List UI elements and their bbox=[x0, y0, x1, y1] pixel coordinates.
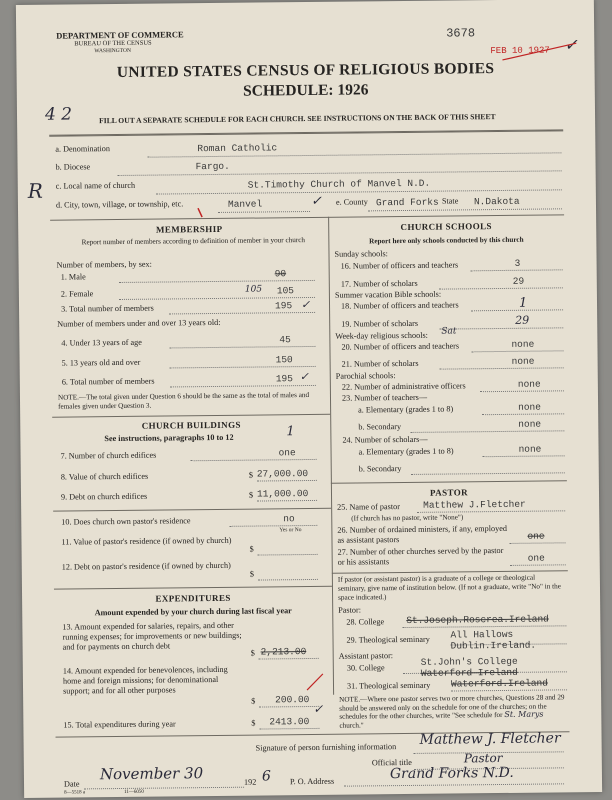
pastor-college-value[interactable]: St.Joseph.Roscrea.Ireland bbox=[406, 613, 549, 626]
date-label: Date bbox=[63, 779, 80, 789]
church-debt-value[interactable]: 11,000.00 bbox=[256, 488, 309, 500]
red-tick-city: ✓ bbox=[310, 193, 322, 209]
city-town-label: d. City, town, village, or township, etc. bbox=[55, 199, 184, 210]
male-value[interactable]: 90 bbox=[274, 268, 287, 280]
church-schools-sub: Report here only schools conducted by this church bbox=[369, 235, 524, 246]
red-tick-total-age: ✓ bbox=[299, 369, 310, 384]
owns-residence-value[interactable]: no bbox=[283, 513, 295, 525]
state-label: State bbox=[441, 196, 459, 206]
yes-or-no-hint: Yes or No bbox=[279, 527, 302, 534]
church-edifices-value-value[interactable]: 27,000.00 bbox=[256, 468, 309, 480]
church-edifices-count-value[interactable]: one bbox=[278, 447, 296, 459]
church-schools-heading: CHURCH SCHOOLS bbox=[400, 221, 492, 233]
membership-note: NOTE.—The total given under Question 6 should be the same as the total of males and females given under Question 3. bbox=[57, 390, 310, 411]
expenditures-sub: Amount expended by your church during last fiscal year bbox=[94, 606, 292, 618]
church-edifices-count-label: 7. Number of church edifices bbox=[60, 450, 157, 461]
church-edifices-value-label: 8. Value of church edifices bbox=[60, 471, 149, 482]
year-prefix: 192 bbox=[243, 777, 257, 787]
weekday-schools-label: Week-day religious schools: bbox=[335, 330, 428, 341]
dollar-sign-running: $ bbox=[250, 648, 255, 658]
assistant-college-label: 30. College bbox=[346, 663, 385, 673]
census-schedule-sheet bbox=[16, 0, 602, 798]
admin-officers-value[interactable]: none bbox=[517, 378, 541, 390]
summer-scholars-label: 19. Number of scholars bbox=[341, 318, 419, 329]
owns-residence-label: 10. Does church own pastor's residence bbox=[61, 516, 191, 527]
assistant-pastor-sub-label: Assistant pastor: bbox=[338, 651, 394, 661]
buildings-instruction: See instructions, paragraphs 10 to 12 bbox=[104, 432, 234, 444]
department-label: DEPARTMENT OF COMMERCE bbox=[56, 29, 184, 41]
weekday-red-note: Sat bbox=[441, 326, 457, 337]
teachers-elementary-label: a. Elementary (grades 1 to 8) bbox=[358, 404, 454, 415]
form-number: 8—5518 a bbox=[64, 790, 86, 796]
church-buildings-heading: CHURCH BUILDINGS bbox=[141, 419, 241, 431]
scholars-elementary-label: a. Elementary (grades 1 to 8) bbox=[358, 446, 454, 457]
under-13-label: 4. Under 13 years of age bbox=[61, 337, 142, 348]
sunday-officers-value[interactable]: 3 bbox=[514, 257, 521, 269]
graduate-instruction: If pastor (or assistant pastor) is a graduate of a college or theological seminary, give name of institution below. (If not a graduate, write "No" in the space indicated.) bbox=[337, 573, 561, 602]
male-label: 1. Male bbox=[60, 272, 86, 282]
weekday-scholars-label: 21. Number of scholars bbox=[341, 358, 419, 369]
scholars-label: 24. Number of scholars— bbox=[342, 434, 428, 445]
sunday-officers-label: 16. Number of officers and teachers bbox=[340, 260, 459, 271]
parochial-schools-label: Parochial schools: bbox=[335, 371, 396, 381]
form-title: UNITED STATES CENSUS OF RELIGIOUS BODIES bbox=[116, 60, 495, 81]
assistant-college-value-line2[interactable]: Waterford Ireland bbox=[420, 666, 518, 679]
assistant-seminary-value[interactable]: Waterford.Ireland bbox=[450, 677, 548, 690]
admin-officers-label: 22. Number of administrative officers bbox=[341, 381, 466, 392]
running-expenses-value[interactable]: 2,213.00 bbox=[260, 646, 307, 658]
over-13-value[interactable]: 150 bbox=[275, 354, 293, 366]
pastor-college-label: 28. College bbox=[346, 617, 385, 627]
state-value[interactable]: N.Dakota bbox=[473, 195, 520, 208]
assistant-seminary-label: 31. Theological seminary bbox=[346, 680, 431, 691]
other-churches-label: 27. Number of other churches served by the pastor or his assistants bbox=[337, 545, 504, 567]
benevolences-value[interactable]: 200.00 bbox=[275, 694, 310, 706]
signature-value[interactable]: Matthew J. Fletcher bbox=[419, 730, 561, 748]
sunday-schools-label: Sunday schools: bbox=[334, 249, 388, 259]
total-members-label: 3. Total number of members bbox=[61, 303, 154, 314]
other-churches-value[interactable]: one bbox=[527, 552, 545, 564]
membership-intro: Report number of members according to definition of member in your church bbox=[81, 236, 306, 247]
county-label: e. County bbox=[335, 197, 368, 207]
weekday-officers-label: 20. Number of officers and teachers bbox=[341, 341, 460, 352]
schedule-year: SCHEDULE: 1926 bbox=[243, 81, 369, 100]
pastor-seminary-value-line2[interactable]: Dublin.Ireland. bbox=[450, 639, 537, 652]
denomination-value[interactable]: Roman Catholic bbox=[197, 142, 278, 155]
pastor-note: NOTE.—Where one pastor serves two or more churches, Questions 28 and 29 should be answered only on the schedule for one of the churches; on the schedules for the other churches, write "See schedule for St. Marys church." bbox=[339, 693, 565, 730]
church-debt-label: 9. Debt on church edifices bbox=[60, 491, 148, 502]
diocese-label: b. Diocese bbox=[55, 162, 91, 172]
scholars-secondary-label: b. Secondary bbox=[358, 464, 402, 474]
total-members-age-value[interactable]: 195 bbox=[275, 373, 293, 385]
weekday-scholars-value[interactable]: none bbox=[511, 355, 535, 367]
membership-heading: MEMBERSHIP bbox=[155, 223, 223, 235]
residence-value-label: 11. Value of pastor's residence (if owned by church) bbox=[61, 535, 232, 547]
pastor-name-label: 25. Name of pastor bbox=[337, 502, 400, 512]
red-pen-strokes bbox=[16, 0, 602, 798]
official-title-label: Official title bbox=[371, 757, 412, 768]
total-members-value[interactable]: 195 bbox=[274, 300, 293, 312]
local-name-value[interactable]: St.Timothy Church of Manvel N.D. bbox=[247, 177, 431, 191]
county-value[interactable]: Grand Forks bbox=[375, 196, 439, 209]
female-red-note: 105 bbox=[244, 284, 263, 295]
age-intro-label: Number of members under and over 13 years old: bbox=[57, 317, 221, 329]
benevolences-label: 14. Amount expended for benevolences, including home and foreign missions; for denominational support; and for all other purposes bbox=[62, 664, 228, 696]
under-13-value[interactable]: 45 bbox=[279, 334, 291, 346]
separate-schedule-instruction: FILL OUT A SEPARATE SCHEDULE FOR EACH CHURCH. SEE INSTRUCTIONS ON THE BACK OF THIS SHEET bbox=[99, 112, 496, 126]
pastor-name-value[interactable]: Matthew J.Fletcher bbox=[423, 498, 526, 511]
teachers-secondary-value[interactable]: none bbox=[518, 418, 542, 430]
scholars-elementary-value[interactable]: none bbox=[518, 443, 542, 455]
stamp-number: 3678 bbox=[446, 26, 476, 41]
female-label: 2. Female bbox=[60, 289, 94, 299]
summer-officers-value[interactable]: 1 bbox=[518, 295, 528, 311]
total-expenditures-label: 15. Total expenditures during year bbox=[63, 719, 176, 730]
dollar-sign-debt: $ bbox=[248, 490, 254, 500]
red-r-mark: R bbox=[27, 178, 43, 203]
bureau-label: BUREAU OF THE CENSUS bbox=[74, 39, 152, 48]
local-name-label: c. Local name of church bbox=[55, 180, 136, 191]
po-address-label: P. O. Address bbox=[289, 776, 335, 787]
female-value[interactable]: 105 bbox=[276, 285, 295, 297]
pastor-seminary-label: 29. Theological seminary bbox=[346, 634, 430, 645]
year-digit[interactable]: 6 bbox=[261, 768, 271, 785]
pastor-seminary-value[interactable]: All Hallows bbox=[450, 628, 514, 641]
red-code-mark: 4 2 bbox=[44, 104, 73, 125]
total-expenditures-value[interactable]: 2413.00 bbox=[269, 716, 310, 728]
assistant-ministers-label: 26. Number of ordained ministers, if any, employed as assistant pastors bbox=[337, 523, 507, 545]
po-address-value[interactable]: Grand Forks N.D. bbox=[389, 764, 514, 783]
official-title-value[interactable]: Pastor bbox=[463, 750, 503, 766]
summer-schools-label: Summer vacation Bible schools: bbox=[334, 289, 442, 300]
city-town-value[interactable]: Manvel bbox=[227, 198, 263, 210]
city-label: WASHINGTON bbox=[94, 47, 131, 55]
dollar-sign-total: $ bbox=[251, 718, 256, 728]
red-check-mark: ✓ bbox=[564, 35, 578, 55]
teachers-secondary-label: b. Secondary bbox=[358, 422, 402, 432]
print-number: 11—6050 bbox=[124, 789, 144, 795]
dollar-sign: $ bbox=[248, 470, 253, 480]
signature-label: Signature of person furnishing information bbox=[255, 742, 397, 753]
sunday-scholars-value[interactable]: 29 bbox=[512, 275, 525, 287]
assistant-ministers-value[interactable]: one bbox=[527, 530, 545, 542]
total-members-age-label: 6. Total number of members bbox=[61, 376, 155, 387]
expenditures-heading: EXPENDITURES bbox=[155, 592, 231, 604]
summer-scholars-value[interactable]: 29 bbox=[515, 313, 530, 327]
residence-debt-label: 12. Debt on pastor's residence (if owned by church) bbox=[61, 560, 231, 572]
dollar-sign-residence: $ bbox=[249, 544, 254, 554]
dollar-sign-benevolences: $ bbox=[251, 696, 256, 706]
received-date-stamp: FEB 10 1927 bbox=[490, 45, 550, 57]
over-13-label: 5. 13 years old and over bbox=[61, 357, 141, 368]
summer-officers-label: 18. Number of officers and teachers bbox=[340, 300, 459, 311]
denomination-label: a. Denomination bbox=[55, 144, 110, 154]
teachers-label: 23. Number of teachers— bbox=[341, 392, 428, 403]
members-by-sex-label: Number of members, by sex: bbox=[56, 259, 152, 270]
pastor-note-hand: St. Marys bbox=[504, 709, 544, 719]
running-expenses-label: 13. Amount expended for salaries, repairs, and other running expenses; for improvements or new buildings; and for payments on church debt bbox=[62, 620, 242, 652]
assistant-college-value[interactable]: St.John's College bbox=[420, 655, 518, 668]
pastor-heading: PASTOR bbox=[429, 487, 469, 498]
red-tick-total: ✓ bbox=[300, 297, 311, 312]
diocese-value[interactable]: Fargo. bbox=[195, 160, 230, 173]
red-tick-expenditures: ✓ bbox=[313, 701, 324, 716]
teachers-elementary-value[interactable]: none bbox=[518, 401, 541, 413]
red-one-mark: 1 bbox=[286, 424, 295, 440]
weekday-officers-value[interactable]: none bbox=[511, 338, 535, 350]
sunday-scholars-label: 17. Number of scholars bbox=[340, 278, 418, 289]
dollar-sign-residence-debt: $ bbox=[249, 569, 254, 579]
date-value[interactable]: November 30 bbox=[99, 764, 204, 784]
pastor-name-hint: (If church has no pastor, write "None") bbox=[351, 513, 464, 523]
pastor-sub-label: Pastor: bbox=[338, 605, 362, 615]
